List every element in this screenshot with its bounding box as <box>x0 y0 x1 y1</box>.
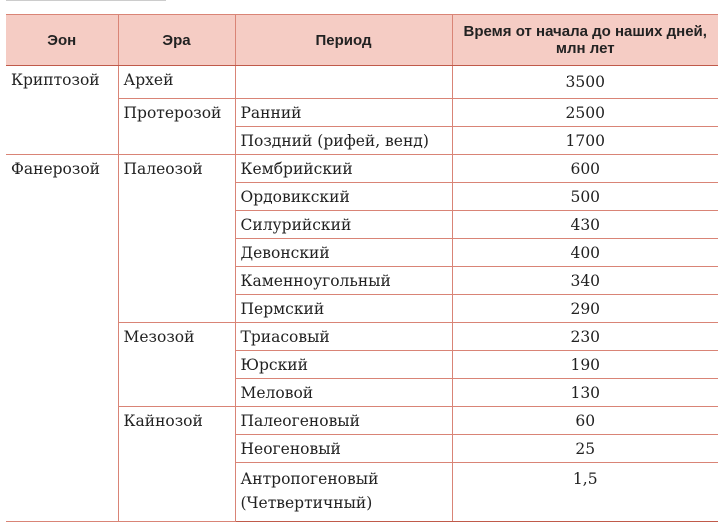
eon-phanerozoic: Фанерозой <box>6 155 118 522</box>
period-cell: Ранний <box>235 99 452 127</box>
time-cell: 25 <box>452 435 718 463</box>
header-period: Период <box>235 15 452 66</box>
time-cell: 2500 <box>452 99 718 127</box>
period-cell: Силурийский <box>235 211 452 239</box>
era-archean: Архей <box>118 66 235 99</box>
period-cell: Юрский <box>235 351 452 379</box>
period-cell: Неогеновый <box>235 435 452 463</box>
period-cell: Пермский <box>235 295 452 323</box>
period-cell: Меловой <box>235 379 452 407</box>
geochronology-table-container <box>6 14 718 522</box>
time-cell: 500 <box>452 183 718 211</box>
time-cell: 400 <box>452 239 718 267</box>
time-cell: 1700 <box>452 127 718 155</box>
period-cell: Кембрийский <box>235 155 452 183</box>
geochronology-table <box>6 14 718 522</box>
time-cell: 130 <box>452 379 718 407</box>
period-cell <box>235 66 452 99</box>
time-cell: 1,5 <box>452 463 718 522</box>
era-paleozoic: Палеозой <box>118 155 235 323</box>
period-cell: Палеогеновый <box>235 407 452 435</box>
header-row <box>6 15 718 66</box>
period-cell: Триасовый <box>235 323 452 351</box>
time-cell: 430 <box>452 211 718 239</box>
time-cell: 290 <box>452 295 718 323</box>
top-rule <box>6 0 166 1</box>
header-time: Время от начала до наших дней, млн лет <box>452 15 718 66</box>
time-cell: 3500 <box>452 66 718 99</box>
table-row <box>6 155 718 183</box>
table-row <box>6 66 718 99</box>
period-cell: Поздний (рифей, венд) <box>235 127 452 155</box>
period-cell: Каменноугольный <box>235 267 452 295</box>
period-cell: Антропогеновый (Четвертичный) <box>235 463 452 522</box>
era-proterozoic: Протерозой <box>118 99 235 155</box>
time-cell: 190 <box>452 351 718 379</box>
header-eon: Эон <box>6 15 118 66</box>
time-cell: 60 <box>452 407 718 435</box>
era-cenozoic: Кайнозой <box>118 407 235 522</box>
time-cell: 340 <box>452 267 718 295</box>
eon-cryptozoic: Криптозой <box>6 66 118 155</box>
time-cell: 230 <box>452 323 718 351</box>
period-cell: Девонский <box>235 239 452 267</box>
header-era: Эра <box>118 15 235 66</box>
era-mesozoic: Мезозой <box>118 323 235 407</box>
time-cell: 600 <box>452 155 718 183</box>
period-cell: Ордовикский <box>235 183 452 211</box>
